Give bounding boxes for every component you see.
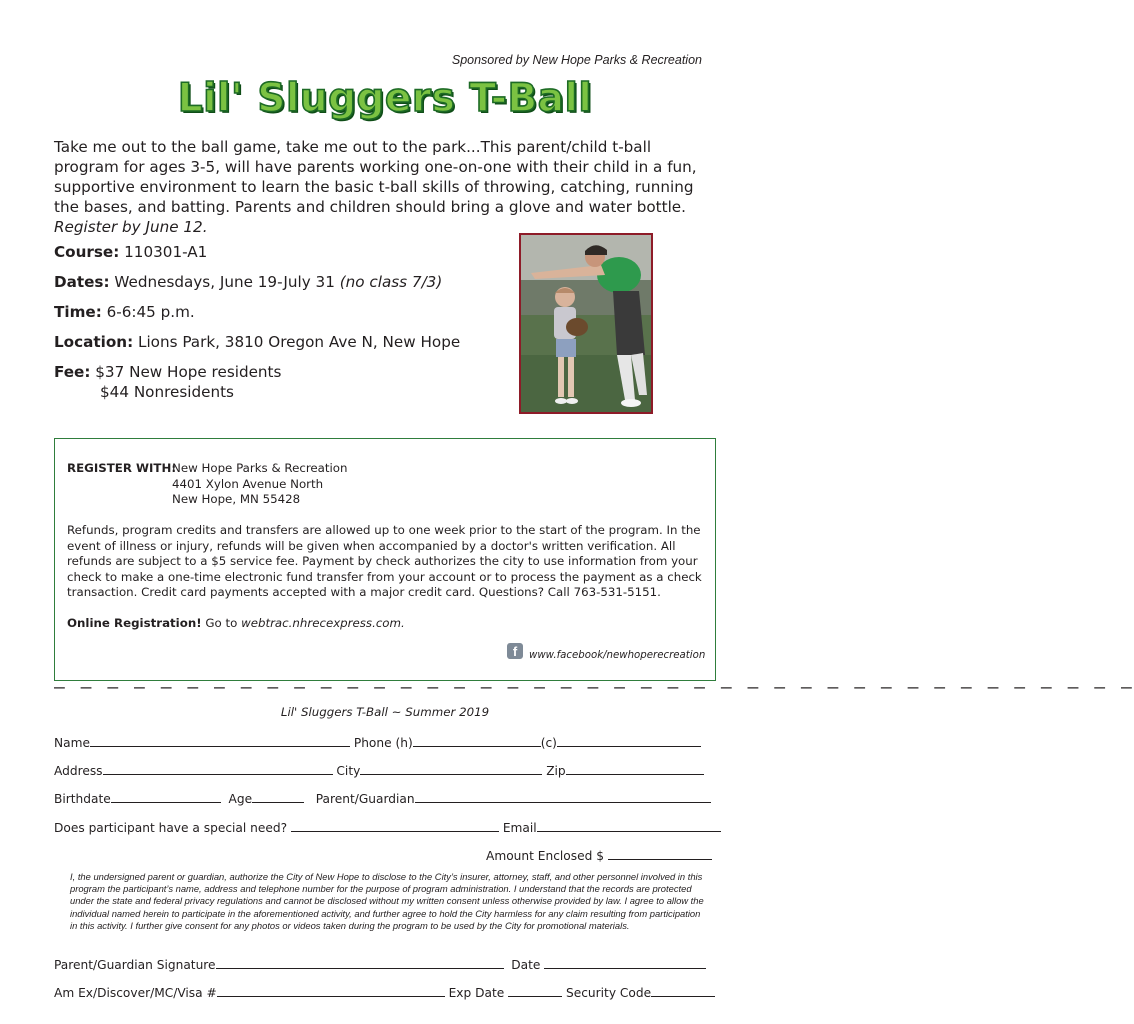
online-registration-link[interactable]: webtrac.nhrecexpress.com. [241,616,405,630]
fee-row [54,363,281,381]
intro-paragraph [54,137,719,237]
address-label: Address [54,764,103,778]
location-label: Location: [54,333,134,351]
facebook-link[interactable]: www.facebook/newhoperecreation [529,650,706,661]
form-row-birthdate [54,790,711,806]
form-row-name [54,734,701,750]
guardian-field[interactable] [415,790,711,803]
location-value: Lions Park, 3810 Oregon Ave N, New Hope [137,333,461,351]
zip-field[interactable] [566,762,704,775]
course-row [54,243,207,261]
exp-date-field[interactable] [508,984,562,997]
name-label: Name [54,736,90,750]
date-label: Date [511,958,541,972]
register-address-line2: 4401 Xylon Avenue North [172,476,324,491]
birthdate-label: Birthdate [54,792,111,806]
course-label: Course: [54,243,120,261]
form-row-special-need [54,819,721,835]
guardian-label: Parent/Guardian [315,792,415,806]
exp-label: Exp Date [448,986,505,1000]
dates-label: Dates: [54,273,110,291]
register-address-line1: New Hope Parks & Recreation [172,461,348,475]
special-need-label: Does participant have a special need? [54,821,288,835]
form-row-address [54,762,704,778]
form-row-card [54,984,715,1000]
photo-tball-parent-child [519,233,653,414]
special-need-field[interactable] [291,819,499,832]
name-field[interactable] [90,734,350,747]
dates-row [54,273,442,291]
cut-line: — — — — — — — — — — — — — — — — — — — — — — — — — — — — — — — — — — — — — — — — — [54,677,1134,698]
sponsor-line: Sponsored by New Hope Parks & Recreation [451,53,702,67]
security-code-field[interactable] [651,984,715,997]
email-label: Email [502,821,537,835]
online-registration-label: Online Registration! [67,616,202,630]
page-title: Lil' Sluggers T-Ball [177,76,593,121]
age-field[interactable] [252,790,304,803]
online-registration [67,616,405,630]
city-label: City [336,764,361,778]
online-registration-text: Go to [205,616,238,630]
amount-field[interactable] [608,847,712,860]
register-deadline: Register by June 12. [54,218,208,236]
time-label: Time: [54,303,102,321]
legal-consent: I, the undersigned parent or guardian, authorize the City of New Hope to disclose to the City’s insurer, attorney, staff, and other personnel involved in this program the participant’s name, address and telephone number for the purpose of program administration. I understand that the records are protected under the state and federal privacy regulations and cannot be disclosed without my written consent unless otherwise provided by law. I agree to allow the individual named herein to participate in the aforementioned activity, and further agree to hold the City harmless for any claim resulting from participation in this activity. I further give consent for any photos or videos taken during the program to be used by the City for promotional materials. [70,871,704,931]
form-row-signature [54,956,706,972]
form-title: Lil' Sluggers T-Ball ~ Summer 2019 [280,705,490,719]
date-field[interactable] [544,956,706,969]
location-row [54,333,460,351]
facebook-icon: f [507,643,523,659]
age-label: Age [228,792,253,806]
time-value: 6-6:45 p.m. [106,303,195,321]
time-row [54,303,195,321]
home-phone-field[interactable] [413,734,541,747]
amount-label: Amount Enclosed $ [486,849,604,863]
register-address-line3: New Hope, MN 55428 [172,492,301,506]
fee-resident: $37 New Hope residents [95,363,282,381]
card-number-field[interactable] [217,984,445,997]
address-field[interactable] [103,762,333,775]
phone-label: Phone (h) [353,736,413,750]
zip-label: Zip [546,764,566,778]
register-with-label: REGISTER WITH: [67,461,177,475]
cell-phone-field[interactable] [557,734,701,747]
dates-value: Wednesdays, June 19-July 31 [114,273,335,291]
course-value: 110301-A1 [124,243,208,261]
birthdate-field[interactable] [111,790,221,803]
register-address [172,461,348,508]
dates-note: (no class 7/3) [339,273,443,291]
photo-illustration [521,235,651,412]
fee-nonresident: $44 Nonresidents [100,383,234,401]
fee-label: Fee: [54,363,91,381]
intro-text: Take me out to the ball game, take me out to the park...This parent/child t-ball program for ages 3-5, will have parents working one-on-one with their child in a fun, supportive environment to learn the basic t-ball skills of throwing, catching, running the bases, and batting. Parents and children should bring a glove and water bottle. [54,138,697,216]
email-field[interactable] [537,819,721,832]
card-label: Am Ex/Discover/MC/Visa # [54,986,217,1000]
signature-field[interactable] [216,956,504,969]
security-label: Security Code [565,986,652,1000]
refund-policy: Refunds, program credits and transfers are allowed up to one week prior to the start of the program. In the event of illness or injury, refunds will be given when accompanied by a doctor's written verification. All refunds are subject to a $5 service fee. Payment by check authorizes the city to use information from your check to make a one-time electronic fund transfer from your account or to process the payment as a check transaction. Credit card payments accepted with a major credit card. Questions? Call 763-531-5151. [67,523,702,599]
cell-label: (c) [540,736,557,750]
city-field[interactable] [360,762,542,775]
signature-label: Parent/Guardian Signature [54,958,216,972]
form-row-amount [486,847,712,863]
